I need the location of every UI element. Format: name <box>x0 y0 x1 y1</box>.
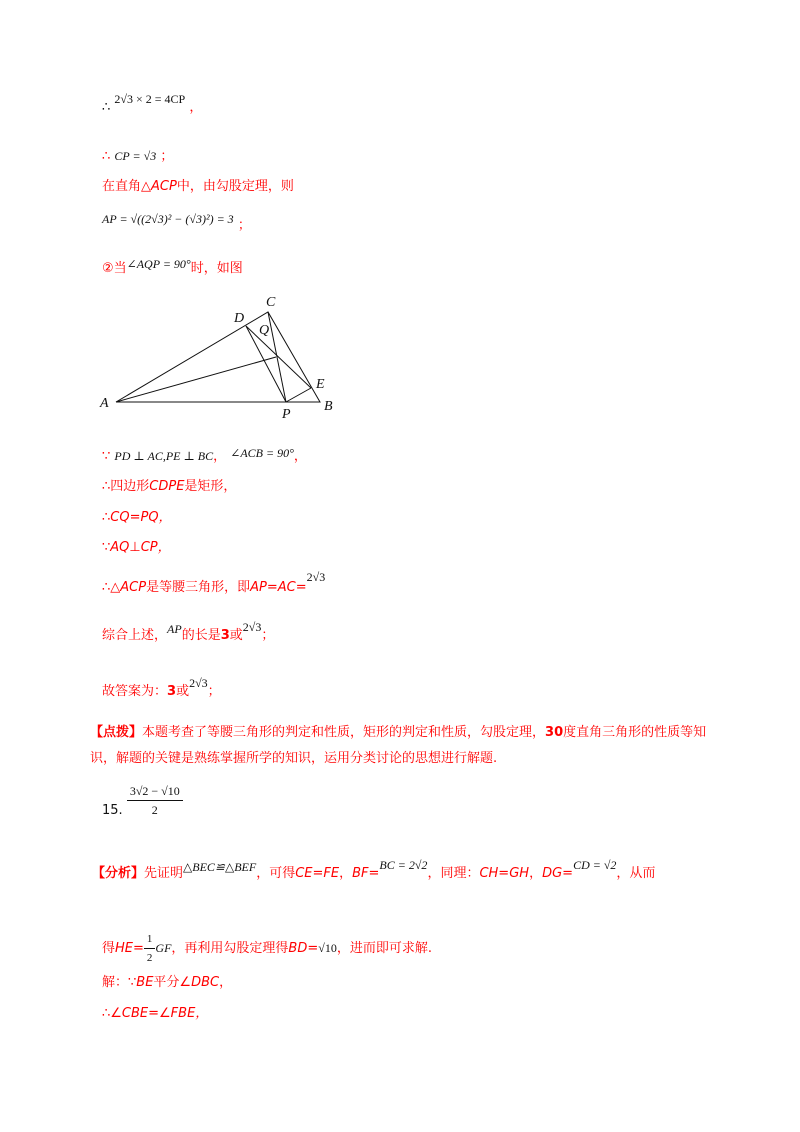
math-2sqrt3-times-2: 2√3 × 2 = 4CP <box>114 92 186 106</box>
eq-ce-fe: CE=FE <box>295 866 340 881</box>
analysis-tag: 【分析】 <box>92 866 145 881</box>
analysis-line <box>92 858 656 883</box>
step-line-6 <box>102 447 307 466</box>
name-acp: ACP <box>120 580 147 595</box>
math-congruent: △BEC≌△BEF <box>183 860 257 874</box>
comma: ， <box>219 975 233 990</box>
text-summary: 综合上述， <box>102 628 168 643</box>
label-c: C <box>266 295 276 310</box>
analysis-text: ，可得 <box>256 866 296 881</box>
label-e: E <box>316 377 325 392</box>
eq-dg: DG= <box>542 866 574 881</box>
analysis-text: ，从而 <box>616 866 656 881</box>
semicolon: ； <box>261 628 275 643</box>
analysis-text: ，同理： <box>427 866 480 881</box>
math-2sqrt3: 2√3 <box>189 676 208 690</box>
label-q: Q <box>259 323 270 338</box>
text-is-rectangle: 是矩形， <box>184 479 237 494</box>
eq-he: HE= <box>115 941 144 956</box>
comment-tag: 【点拨】 <box>90 725 143 740</box>
text-or: 或 <box>176 684 190 699</box>
text-quadrilateral: ∴四边形 <box>102 479 150 494</box>
name-be: BE <box>136 975 154 990</box>
label-p: P <box>282 407 291 422</box>
fraction-numerator: 1 <box>144 930 156 949</box>
comment-text-2: 度直角三角形的性质等知识，解题的关键是熟练掌握所学的知识，运用分类讨论的思想进行解题. <box>90 725 707 766</box>
eq-ap-ac: AP=AC= <box>250 580 307 595</box>
solution-line-2: ∴∠CBE=∠FBE， <box>102 1006 209 1021</box>
semicolon: ； <box>237 218 251 233</box>
math-cd: CD = √2 <box>573 858 617 872</box>
math-angle-aqp: ∠AQP = 90° <box>126 257 191 271</box>
text-isosceles: 是等腰三角形，即 <box>146 580 251 595</box>
step-line-12 <box>102 676 221 701</box>
math-ap: AP <box>167 622 182 636</box>
math-ap-result: AP = √((2√3)² − (√3)²) = 3 <box>102 212 234 226</box>
step-line-3 <box>102 178 294 196</box>
math-2sqrt3: 2√3 <box>306 570 326 584</box>
comment-text-1: 本题考查了等腰三角形的判定和性质，矩形的判定和性质，勾股定理， <box>142 725 546 740</box>
comma: ， <box>529 866 543 881</box>
therefore-triangle: ∴△ <box>102 580 121 595</box>
analysis-text: 先证明 <box>144 866 184 881</box>
name-cdpe: CDPE <box>149 479 185 494</box>
text-bisects: 平分∠ <box>153 975 192 990</box>
half-fraction <box>144 930 156 967</box>
label-b: B <box>324 399 333 414</box>
comma: ， <box>189 100 203 115</box>
analysis-text: ，再利用勾股定理得 <box>171 941 289 956</box>
eq-ch-gh: CH=GH <box>479 866 530 881</box>
comma: ， <box>293 449 307 464</box>
comma: ， <box>213 449 227 464</box>
therefore-symbol: ∴ <box>102 100 111 115</box>
question-number: 15. <box>102 803 123 818</box>
text-as-figure: 时，如图 <box>190 261 243 276</box>
math-bc: BC = 2√2 <box>379 858 428 872</box>
solution-prefix: 解：∵ <box>102 975 137 990</box>
semicolon: ； <box>160 149 174 164</box>
text-pythagoras: 中，由勾股定理，则 <box>176 179 294 194</box>
name-dbc: DBC <box>191 975 220 990</box>
step-line-8: ∴CQ=PQ， <box>102 510 172 525</box>
step-line-5 <box>102 259 243 278</box>
math-perpendiculars: PD ⊥ AC,PE ⊥ BC <box>114 449 214 463</box>
label-d: D <box>234 311 245 326</box>
math-angle-acb: ∠ACB = 90° <box>230 446 294 460</box>
eq-bf: BF= <box>352 866 380 881</box>
text-right-triangle: 在直角 <box>102 179 142 194</box>
step-line-4 <box>102 210 251 233</box>
math-sqrt10: √10 <box>318 941 337 955</box>
value-3: 3 <box>167 684 177 699</box>
label-a: A <box>100 396 109 411</box>
text-or: 或 <box>229 628 243 643</box>
semicolon: ； <box>207 684 221 699</box>
step-line-10 <box>102 570 326 597</box>
text-length-is: 的长是 <box>181 628 221 643</box>
step-line-1 <box>102 92 203 117</box>
comment-paragraph <box>90 720 730 772</box>
analysis-text: 得 <box>102 941 116 956</box>
case-two-label: ②当 <box>102 261 127 276</box>
comment-number: 30 <box>545 725 564 740</box>
text-answer-is: 故答案为： <box>102 684 168 699</box>
step-line-11 <box>102 620 275 645</box>
step-line-7 <box>102 478 236 496</box>
math-gf: GF <box>155 941 172 955</box>
value-3: 3 <box>220 628 230 643</box>
fraction-denominator: 2 <box>146 952 153 964</box>
step-line-9: ∵AQ⊥CP， <box>102 540 171 555</box>
step-line-2 <box>102 147 173 166</box>
math-2sqrt3: 2√3 <box>242 620 262 634</box>
fraction-numerator: 3√2 − √10 <box>127 782 183 801</box>
because-symbol: ∵ <box>102 449 111 464</box>
geometry-figure <box>96 292 346 422</box>
comma: ， <box>339 866 353 881</box>
fraction-denominator: 2 <box>151 803 158 817</box>
math-cp-equals: CP = √3 <box>114 149 157 163</box>
analysis-line-2 <box>102 930 432 967</box>
therefore-symbol: ∴ <box>102 149 111 164</box>
triangle-acp: △ACP <box>141 179 177 194</box>
eq-bd: BD= <box>288 941 319 956</box>
q15-answer <box>102 782 183 819</box>
solution-line-1 <box>102 974 232 992</box>
answer-fraction <box>127 782 183 819</box>
analysis-text: ，进而即可求解. <box>336 941 432 956</box>
